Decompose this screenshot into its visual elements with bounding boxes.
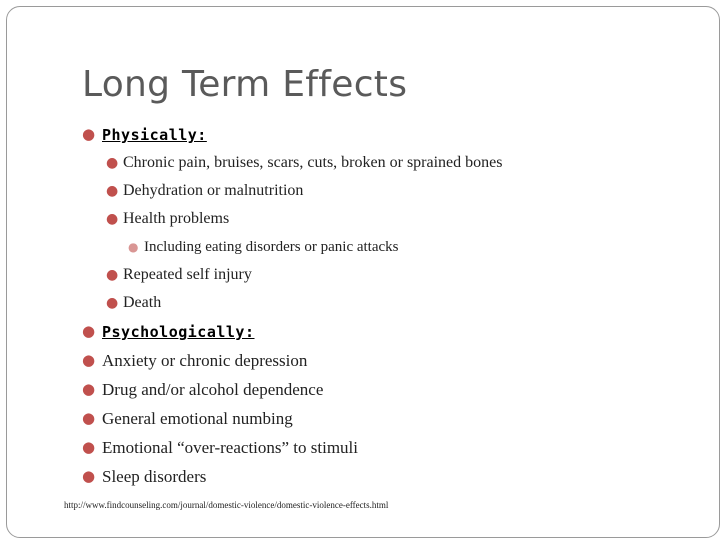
- bullet-icon: ●: [106, 267, 119, 283]
- bullet-icon: ●: [128, 240, 139, 254]
- bullet-icon: ●: [82, 351, 96, 369]
- section-heading-physically: Physically:: [102, 126, 207, 144]
- list-item-text: General emotional numbing: [102, 409, 293, 428]
- bullet-icon: ●: [82, 467, 96, 485]
- bullet-icon: ●: [106, 183, 119, 199]
- list-item-text: Dehydration or malnutrition: [123, 182, 304, 199]
- bullet-icon: ●: [106, 295, 119, 311]
- list-item: [80, 433, 708, 462]
- list-item: [80, 149, 708, 177]
- list-item: [80, 375, 708, 404]
- list-item: [80, 177, 708, 205]
- list-item: [80, 289, 708, 317]
- bullet-icon: ●: [82, 380, 96, 398]
- list-item: [80, 261, 708, 289]
- list-item-text: Emotional “over-reactions” to stimuli: [102, 438, 359, 457]
- list-item-sub: [80, 233, 708, 261]
- bullet-icon: ●: [82, 125, 96, 143]
- section-heading-psychologically: Psychologically:: [102, 323, 255, 341]
- list-item-psychologically: [80, 317, 708, 346]
- list-item-text: Chronic pain, bruises, scars, cuts, broken or sprained bones: [123, 154, 503, 171]
- list-item-text: Sleep disorders: [102, 467, 207, 486]
- list-item-text: Drug and/or alcohol dependence: [102, 380, 324, 399]
- source-link[interactable]: http://www.findcounseling.com/journal/domestic-violence/domestic-violence-effects.html: [64, 500, 389, 510]
- list-item: [80, 404, 708, 433]
- list-item-text: Repeated self injury: [123, 266, 252, 283]
- bullet-icon: ●: [82, 322, 96, 340]
- slide-title: Long Term Effects: [82, 64, 408, 105]
- list-item-text: Anxiety or chronic depression: [102, 351, 308, 370]
- bullet-icon: ●: [82, 438, 96, 456]
- bullet-list: [80, 120, 708, 491]
- bullet-icon: ●: [106, 211, 119, 227]
- list-item-text: Including eating disorders or panic attacks: [144, 239, 399, 255]
- list-item: [80, 346, 708, 375]
- list-item-physically: [80, 120, 708, 149]
- list-item: [80, 205, 708, 233]
- list-item-text: Health problems: [123, 210, 230, 227]
- bullet-icon: ●: [106, 155, 119, 171]
- bullet-icon: ●: [82, 409, 96, 427]
- list-item-text: Death: [123, 294, 162, 311]
- list-item: [80, 462, 708, 491]
